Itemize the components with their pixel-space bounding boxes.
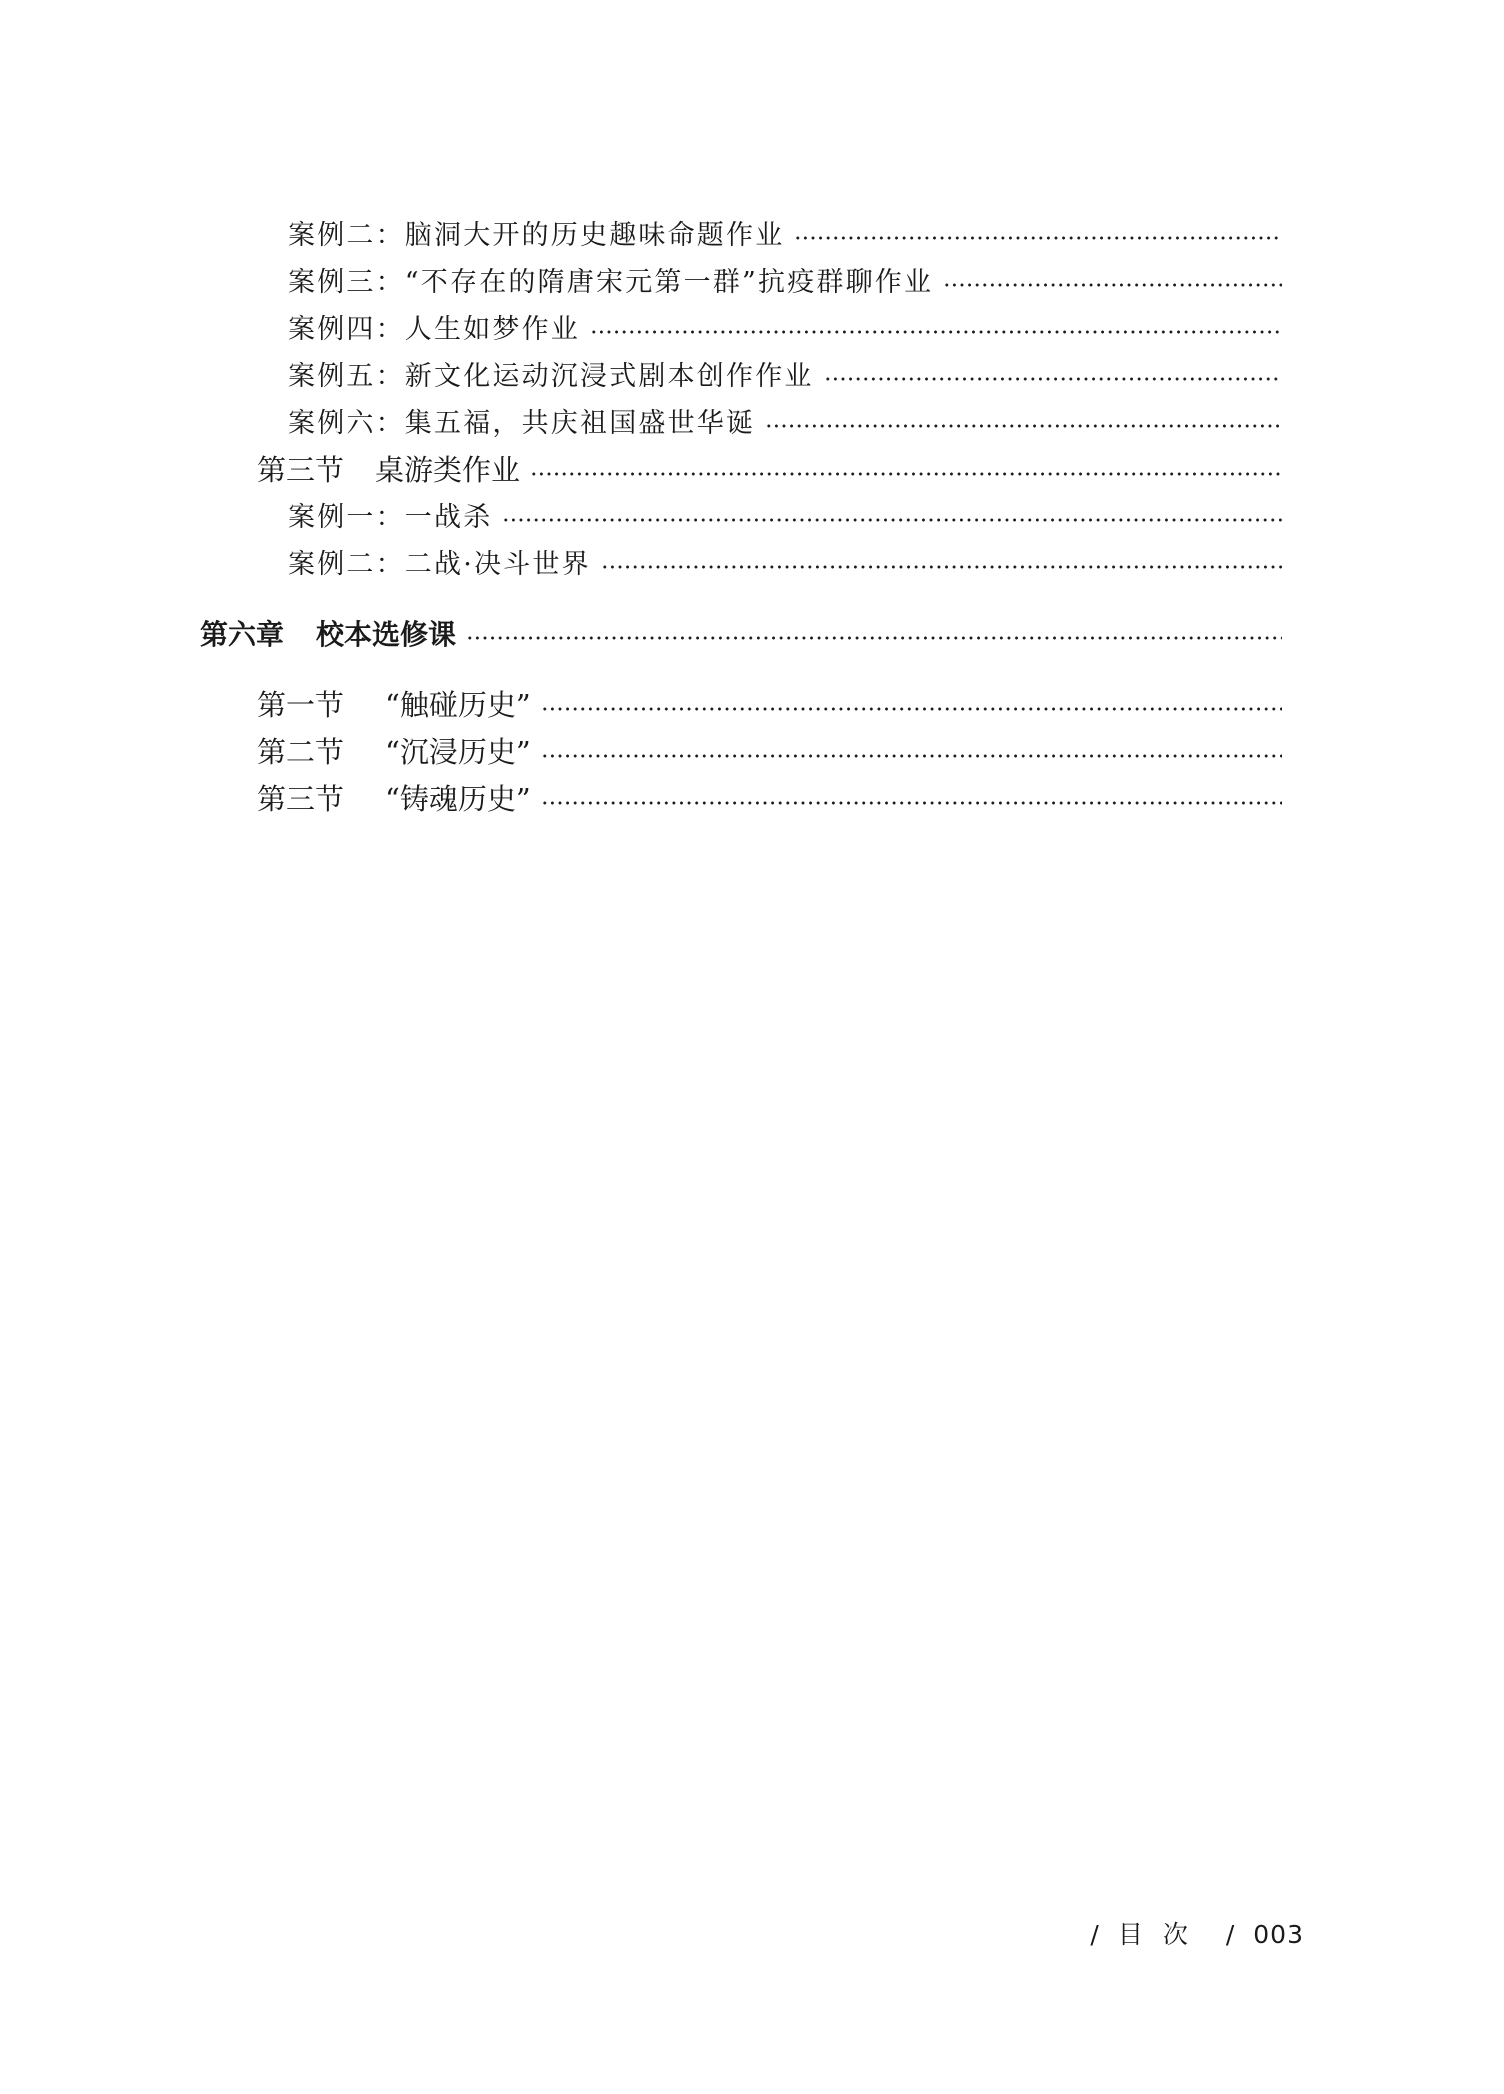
toc-section-entry[interactable]: [257, 730, 1282, 771]
dot-leader: [541, 754, 1282, 758]
dot-leader: [943, 283, 1282, 287]
page-footer: [1072, 1915, 1304, 1951]
entry-title: 案例二：脑洞大开的历史趣味命题作业: [288, 220, 785, 251]
dot-leader: [590, 330, 1282, 334]
section-title: “沉浸历史”: [385, 735, 531, 769]
toc-chapter-entry[interactable]: [200, 613, 1282, 653]
entry-title: [257, 448, 520, 489]
entry-title: 案例六：集五福，共庆祖国盛世华诞: [288, 408, 756, 439]
dot-leader: [530, 472, 1282, 476]
toc-entry[interactable]: [288, 542, 1282, 581]
toc-entry[interactable]: [288, 260, 1282, 299]
dot-leader: [541, 707, 1282, 711]
toc-entry[interactable]: [288, 213, 1282, 252]
footer-section-name: 目次: [1117, 1920, 1208, 1949]
toc-entry[interactable]: [288, 495, 1282, 534]
footer-slash: /: [1090, 1920, 1100, 1949]
toc-entry[interactable]: [288, 401, 1282, 440]
entry-title: [257, 730, 531, 771]
entry-title: [257, 683, 531, 724]
section-title: “触碰历史”: [385, 688, 531, 722]
chapter-title: 校本选修课: [316, 618, 457, 651]
toc-section-entry[interactable]: [257, 448, 1282, 489]
section-number: 第一节: [257, 688, 345, 722]
toc-section-entry[interactable]: [257, 777, 1282, 818]
entry-title: 案例三：“不存在的隋唐宋元第一群”抗疫群聊作业: [288, 267, 934, 298]
dot-leader: [541, 801, 1282, 805]
section-number: 第三节: [257, 782, 345, 816]
dot-leader: [502, 518, 1282, 522]
toc-entry[interactable]: [288, 307, 1282, 346]
page-number: 003: [1253, 1920, 1304, 1949]
entry-title: 案例二：二战·决斗世界: [288, 549, 591, 580]
toc-section-entry[interactable]: [257, 683, 1282, 724]
dot-leader: [466, 636, 1282, 640]
dot-leader: [765, 424, 1282, 428]
section-title: 桌游类作业: [375, 453, 521, 487]
toc-entry[interactable]: [288, 354, 1282, 393]
entry-title: 案例一：一战杀: [288, 502, 493, 533]
dot-leader: [824, 377, 1282, 381]
section-number: 第二节: [257, 735, 345, 769]
dot-leader: [794, 236, 1282, 240]
entry-title: [257, 777, 531, 818]
section-number: 第三节: [257, 453, 345, 487]
entry-title: 案例四：人生如梦作业: [288, 314, 580, 345]
footer-slash: /: [1225, 1920, 1236, 1949]
section-title: “铸魂历史”: [385, 782, 531, 816]
entry-title: [200, 613, 456, 653]
dot-leader: [601, 565, 1282, 569]
entry-title: 案例五：新文化运动沉浸式剧本创作作业: [288, 361, 814, 392]
chapter-number: 第六章: [200, 618, 285, 651]
